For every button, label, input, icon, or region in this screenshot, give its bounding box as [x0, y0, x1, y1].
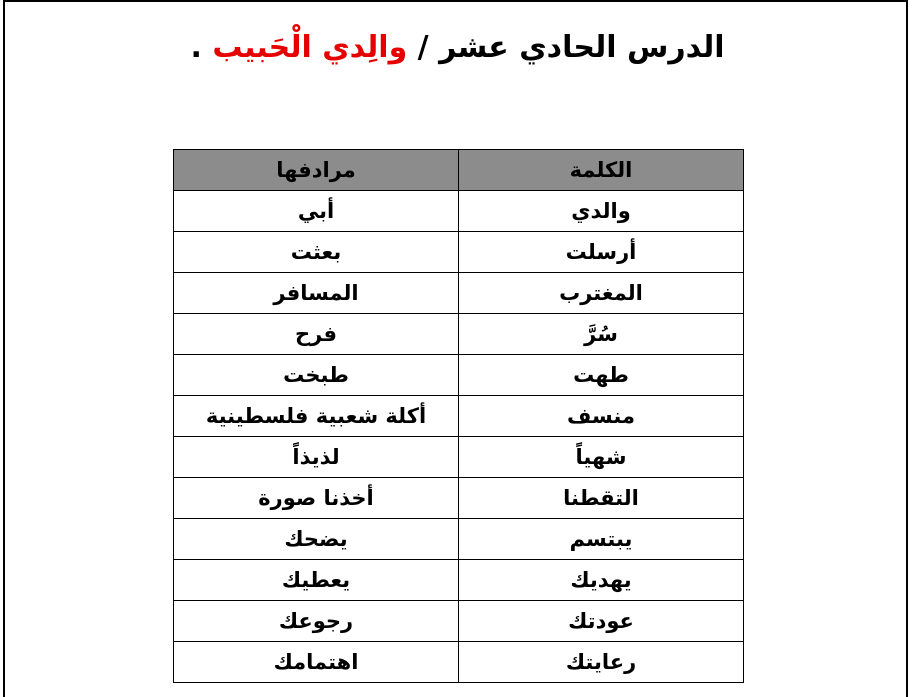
vocabulary-table	[173, 149, 744, 683]
word-cell: طهت	[459, 355, 744, 396]
word-cell: والدي	[459, 191, 744, 232]
synonym-cell: يضحك	[174, 519, 459, 560]
table-row	[174, 191, 744, 232]
table-row	[174, 601, 744, 642]
synonym-cell: بعثت	[174, 232, 459, 273]
word-cell: عودتك	[459, 601, 744, 642]
lesson-title-name: والِدي الْحَبيب	[212, 30, 408, 65]
table-row	[174, 478, 744, 519]
header-synonym: مرادفها	[174, 150, 459, 191]
synonym-cell: يعطيك	[174, 560, 459, 601]
word-cell: سُرَّ	[459, 314, 744, 355]
synonym-cell: اهتمامك	[174, 642, 459, 683]
synonym-cell: أخذنا صورة	[174, 478, 459, 519]
synonym-cell: فرح	[174, 314, 459, 355]
word-cell: يهديك	[459, 560, 744, 601]
table-row	[174, 642, 744, 683]
synonym-cell: أكلة شعبية فلسطينية	[174, 396, 459, 437]
table-header-row	[174, 150, 744, 191]
table-row	[174, 396, 744, 437]
synonym-cell: المسافر	[174, 273, 459, 314]
table-row	[174, 273, 744, 314]
lesson-title-prefix: الدرس الحادي عشر /	[407, 30, 725, 65]
synonym-cell: طبخت	[174, 355, 459, 396]
word-cell: رعايتك	[459, 642, 744, 683]
header-word: الكلمة	[459, 150, 744, 191]
table-row	[174, 314, 744, 355]
synonym-cell: أبي	[174, 191, 459, 232]
lesson-title-end: .	[190, 30, 213, 65]
table-row	[174, 355, 744, 396]
table-row	[174, 232, 744, 273]
word-cell: المغترب	[459, 273, 744, 314]
word-cell: التقطنا	[459, 478, 744, 519]
word-cell: أرسلت	[459, 232, 744, 273]
table-row	[174, 437, 744, 478]
lesson-title	[0, 30, 915, 65]
synonym-cell: رجوعك	[174, 601, 459, 642]
word-cell: منسف	[459, 396, 744, 437]
word-cell: شهياً	[459, 437, 744, 478]
table-row	[174, 560, 744, 601]
word-cell: يبتسم	[459, 519, 744, 560]
synonym-cell: لذيذاً	[174, 437, 459, 478]
table-row	[174, 519, 744, 560]
